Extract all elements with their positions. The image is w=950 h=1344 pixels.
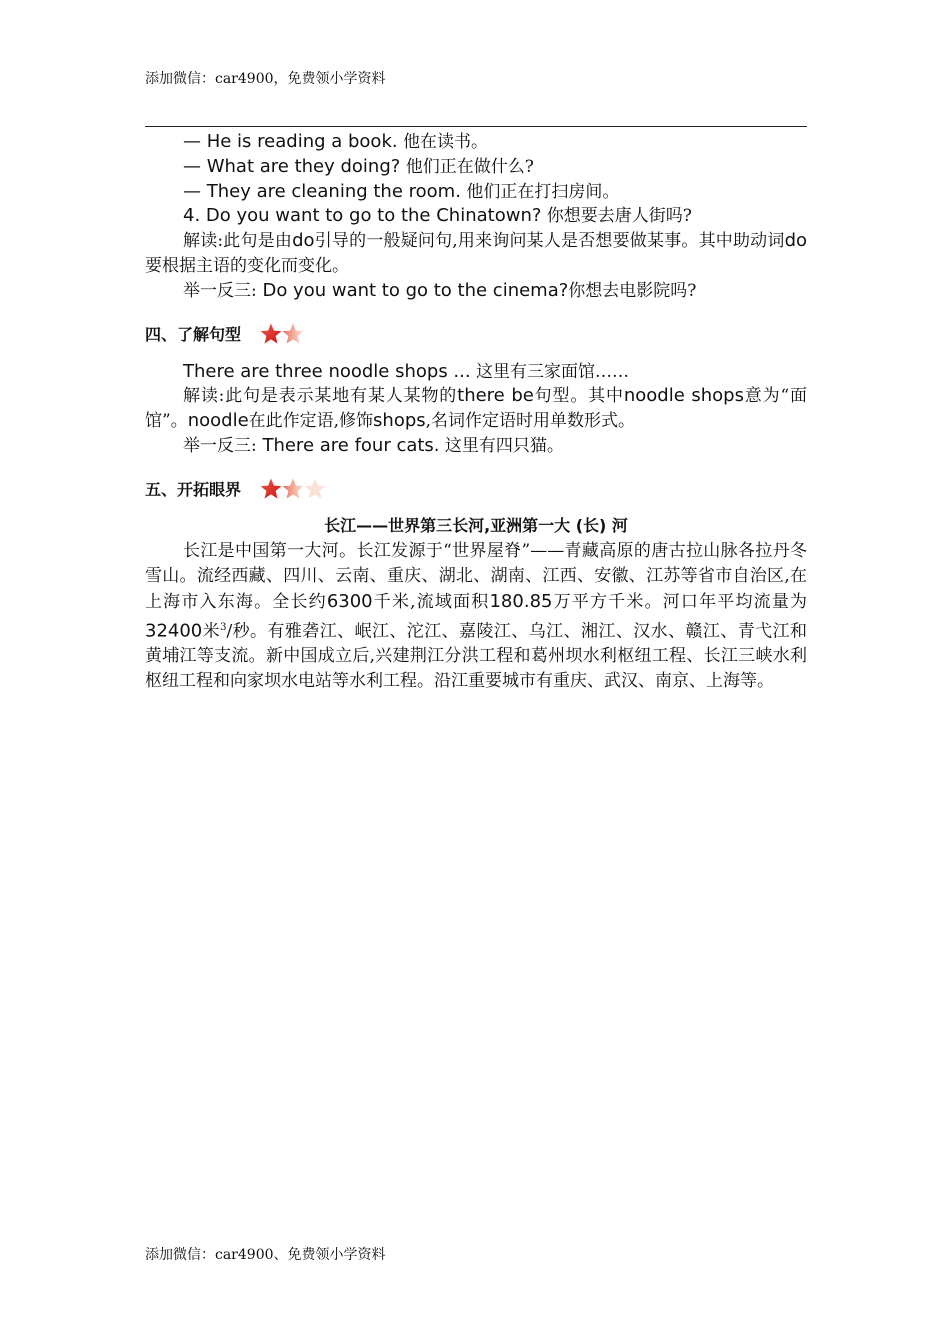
footer-note: 添加微信：car4900、免费领小学资料: [145, 1247, 386, 1263]
section4-explanation: 解读:此句是表示某地有某人某物的there be句型。其中noodle shops意为“面馆”。noodle在此作定语,修饰shops,名词作定语时用单数形式。: [145, 385, 808, 432]
section4-sentence: There are three noodle shops ... 这里有三家面馆……: [183, 360, 630, 382]
header-rule: [145, 126, 807, 127]
section4-example: 举一反三: There are four cats. 这里有四只猫。: [183, 434, 564, 456]
article-title: 长江——世界第三长河,亚洲第一大 (长) 河: [324, 515, 628, 535]
star-faded-icon: [281, 322, 305, 346]
explanation-1: 解读:此句是由do引导的一般疑问句,用来询问某人是否想要做某事。其中助动词do要根据主语的变化而变化。: [145, 230, 808, 276]
example-1: 举一反三: Do you want to go to the cinema?你想去电影院吗?: [183, 279, 697, 301]
section-heading-5: 五、开拓眼界: [145, 471, 807, 507]
dialogue-line: — He is reading a book. 他在读书。: [183, 131, 488, 152]
header-note: 添加微信：car4900，免费领小学资料: [145, 71, 386, 87]
star-faded-icon: [303, 477, 327, 501]
star-icon: [259, 477, 283, 501]
star-icon: [259, 322, 283, 346]
article-paragraph: 长江是中国第一大河。长江发源于“世界屋脊”——青藏高原的唐古拉山脉各拉丹冬雪山。流经西藏、四川、云南、重庆、湖北、湖南、江西、安徽、江苏等省市自治区,在上海市入东海。全长约6300千米,流域面积180.85万平方千米。河口年平均流量为32400米$^3$/秒。有雅砻江、岷江、沱江、嘉陵江、乌江、湘江、汉水、赣江、青弋江和黄埔江等支流。新中国成立后,兴建荆江分洪工程和葛州坝水利枢纽工程、长江三峡水利枢纽工程和向家坝水电站等水利工程。沿江重要城市有重庆、武汉、南京、上海等。: [145, 540, 808, 692]
document-body: [145, 130, 807, 694]
rating-stars: [259, 477, 325, 501]
dialogue-line: — They are cleaning the room. 他们正在打扫房间。: [183, 180, 620, 202]
sentence-4: 4. Do you want to go to the Chinatown? 你想要去唐人街吗?: [183, 205, 692, 227]
rating-stars: [259, 322, 303, 346]
star-icon: [281, 477, 305, 501]
section-heading-4: 四、了解句型: [145, 316, 807, 352]
dialogue-line: — What are they doing? 他们正在做什么?: [183, 155, 534, 177]
